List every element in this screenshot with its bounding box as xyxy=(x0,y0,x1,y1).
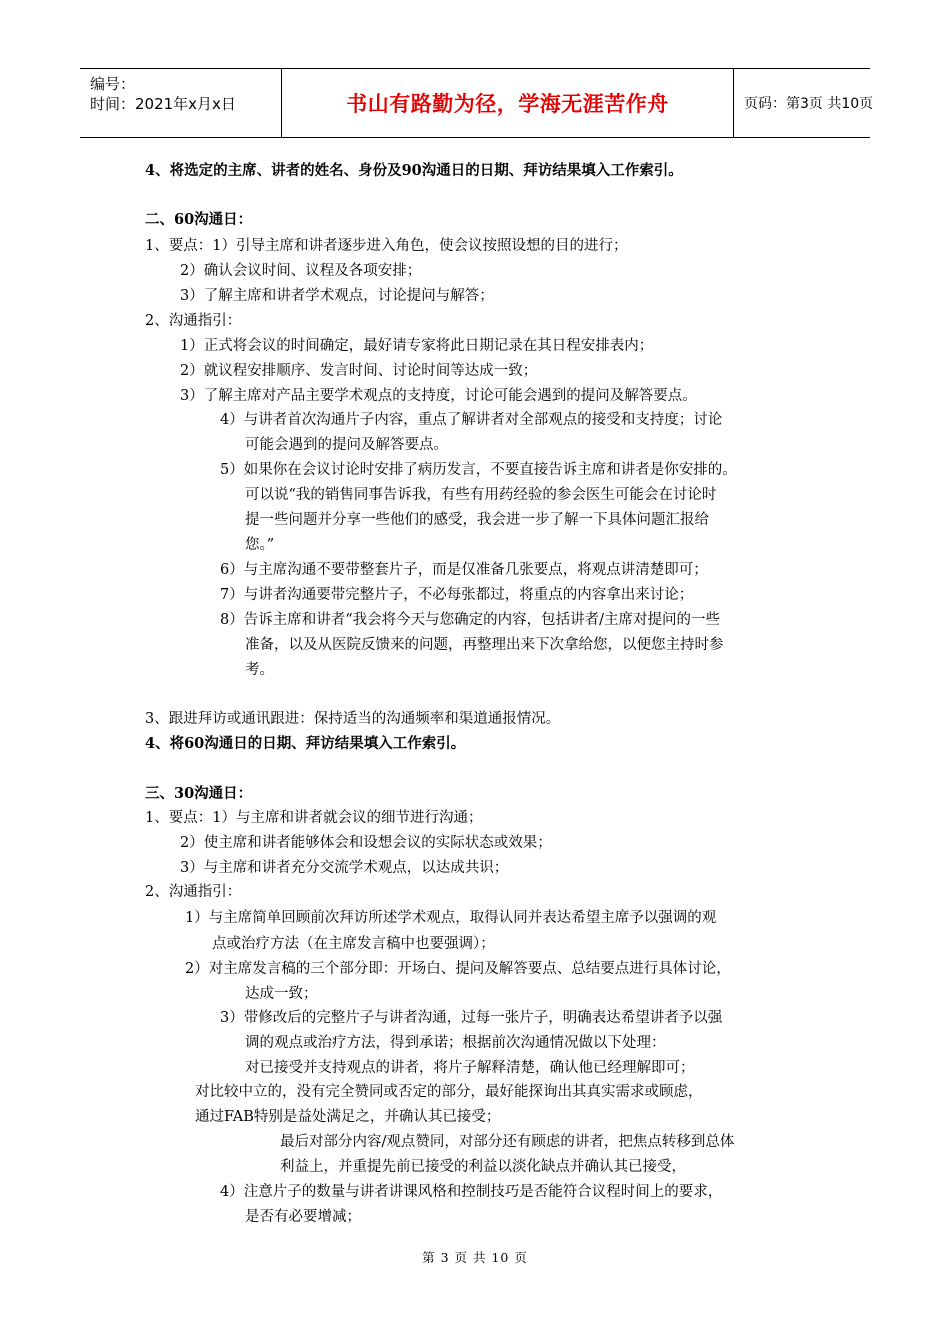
paragraph-line: 您。” xyxy=(245,537,275,553)
paragraph-line: 可以说“我的销售同事告诉我，有些有用药经验的参会医生可能会在讨论时 xyxy=(245,487,717,503)
paragraph-line: 1）正式将会议的时间确定，最好请专家将此日期记录在其日程安排表内； xyxy=(180,338,654,354)
paragraph-line: 2）确认会议时间、议程及各项安排； xyxy=(180,263,422,279)
paragraph-line: 3）了解主席对产品主要学术观点的支持度，讨论可能会遇到的提问及解答要点。 xyxy=(180,388,697,404)
paragraph-line: 4）与讲者首次沟通片子内容，重点了解讲者对全部观点的接受和支持度；讨论 xyxy=(220,412,723,428)
section-heading: 二、60沟通日： xyxy=(145,211,253,228)
paragraph-line: 3）与主席和讲者充分交流学术观点，以达成共识； xyxy=(180,860,509,876)
paragraph-line: 最后对部分内容/观点赞同，对部分还有顾虑的讲者，把焦点转移到总体 xyxy=(280,1134,735,1150)
paragraph-line: 是否有必要增减； xyxy=(245,1209,361,1225)
document-header xyxy=(80,68,874,138)
page-footer: 第 3 页 共 10 页 xyxy=(422,1250,528,1265)
paragraph-line: 2）就议程安排顺序、发言时间、讨论时间等达成一致； xyxy=(180,363,538,379)
paragraph-line: 3）了解主席和讲者学术观点，讨论提问与解答； xyxy=(180,288,494,304)
paragraph-line: 对比较中立的，没有完全赞同或否定的部分，最好能探询出其真实需求或顾虑， xyxy=(195,1084,703,1100)
paragraph-line: 调的观点或治疗方法，得到承诺；根据前次沟通情况做以下处理： xyxy=(245,1035,666,1051)
header-page-cell xyxy=(734,69,874,137)
paragraph-line: 4）注意片子的数量与讲者讲课风格和控制技巧是否能符合议程时间上的要求， xyxy=(220,1184,723,1200)
number-label: 编号： xyxy=(90,75,136,93)
paragraph-line: 3）带修改后的完整片子与讲者沟通，过每一张片子，明确表达希望讲者予以强 xyxy=(220,1010,723,1026)
motto: 书山有路勤为径，学海无涯苦作舟 xyxy=(346,92,669,116)
time-label: 时间：2021年x月x日 xyxy=(90,95,236,113)
paragraph-line: 1、要点：1）引导主席和讲者逐步进入角色，使会议按照设想的目的进行； xyxy=(145,238,628,254)
paragraph-line: 对已接受并支持观点的讲者，将片子解释清楚，确认他已经理解即可； xyxy=(245,1060,695,1076)
paragraph-line: 1、要点：1）与主席和讲者就会议的细节进行沟通； xyxy=(145,810,483,826)
paragraph-line: 3、跟进拜访或通讯跟进：保持适当的沟通频率和渠道通报情况。 xyxy=(145,711,561,727)
section-heading: 三、30沟通日： xyxy=(145,785,253,802)
paragraph-line: 8）告诉主席和讲者“我会将今天与您确定的内容，包括讲者/主席对提问的一些 xyxy=(220,612,721,628)
paragraph-line: 1）与主席简单回顾前次拜访所述学术观点，取得认同并表达希望主席予以强调的观 xyxy=(185,910,717,926)
paragraph-line: 点或治疗方法（在主席发言稿中也要强调）； xyxy=(212,936,495,952)
paragraph-line: 5）如果你在会议讨论时安排了病历发言，不要直接告诉主席和讲者是你安排的。 xyxy=(220,462,737,478)
paragraph-line: 达成一致； xyxy=(245,986,318,1002)
paragraph-line: 2、沟通指引： xyxy=(145,884,242,900)
paragraph-line: 6）与主席沟通不要带整套片子，而是仅准备几张要点，将观点讲清楚即可； xyxy=(220,562,708,578)
paragraph-line: 准备，以及从医院反馈来的问题，再整理出来下次拿给您，以便您主持时参 xyxy=(245,637,724,653)
page-code: 页码：第3页 共10页 xyxy=(744,96,874,112)
paragraph-line: 可能会遇到的提问及解答要点。 xyxy=(245,437,448,453)
paragraph-line: 2）使主席和讲者能够体会和设想会议的实际状态或效果； xyxy=(180,835,552,851)
header-meta-cell xyxy=(80,69,282,137)
paragraph-line: 通过FAB特别是益处满足之，并确认其已接受； xyxy=(195,1109,501,1125)
paragraph-line: 4、将60沟通日的日期、拜访结果填入工作索引。 xyxy=(145,735,466,752)
paragraph-line: 7）与讲者沟通要带完整片子，不必每张都过，将重点的内容拿出来讨论； xyxy=(220,587,694,603)
header-motto-cell xyxy=(282,69,734,137)
paragraph-line: 2）对主席发言稿的三个部分即：开场白、提问及解答要点、总结要点进行具体讨论， xyxy=(185,961,731,977)
paragraph-line: 提一些问题并分享一些他们的感受，我会进一步了解一下具体问题汇报给 xyxy=(245,512,709,528)
paragraph-line: 利益上，并重提先前已接受的利益以淡化缺点并确认其已接受， xyxy=(280,1159,686,1175)
paragraph-line: 4、将选定的主席、讲者的姓名、身份及90沟通日的日期、拜访结果填入工作索引。 xyxy=(145,162,683,179)
paragraph-line: 考。 xyxy=(245,662,274,678)
paragraph-line: 2、沟通指引： xyxy=(145,313,242,329)
